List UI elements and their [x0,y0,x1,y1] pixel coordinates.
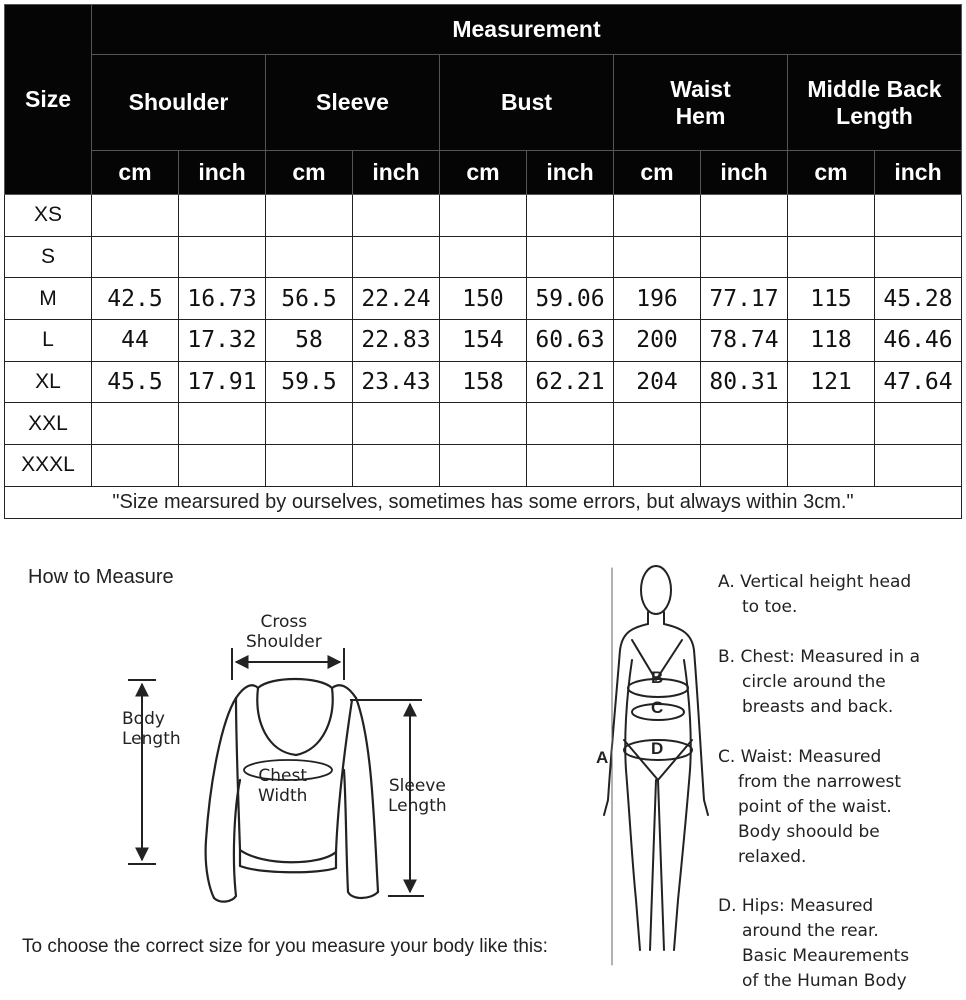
value-cell: 22.24 [353,278,440,320]
body-length-arrow [128,680,156,864]
value-cell: 200 [614,320,701,362]
value-cell: 78.74 [701,320,788,362]
value-cell: 45.5 [92,361,179,403]
legend-b: B. Chest: Measured in a circle around the breasts and back. [718,647,920,717]
label-d: D [651,739,664,758]
choose-size-instruction: To choose the correct size for you measure your body like this: [22,936,548,957]
size-cell: XXL [5,403,92,445]
chest-width-label: Chest Width [258,766,308,806]
value-cell: 42.5 [92,278,179,320]
human-body-figure [604,566,708,965]
size-cell: XXXL [5,445,92,487]
how-to-measure-title: How to Measure [28,566,174,588]
legend-a: A. Vertical height head to toe. [718,572,912,617]
unit-cm-header: cm [440,151,527,195]
value-cell: 47.64 [875,361,962,403]
size-cell: XL [5,361,92,403]
unit-cm-header: cm [92,151,179,195]
measurement-column-header: Middle Back Length [788,55,962,151]
unit-inch-header: inch [527,151,614,195]
size-cell: L [5,320,92,362]
unit-cm-header: cm [266,151,353,195]
value-cell: 115 [788,278,875,320]
value-cell: 44 [92,320,179,362]
measurement-note: "Size mearsured by ourselves, sometimes has some errors, but always within 3cm." [5,486,962,518]
value-cell: 59.06 [527,278,614,320]
size-cell: M [5,278,92,320]
value-cell: 23.43 [353,361,440,403]
value-cell: 62.21 [527,361,614,403]
value-cell: 158 [440,361,527,403]
unit-inch-header: inch [353,151,440,195]
value-cell: 204 [614,361,701,403]
body-length-label: Body Length [122,709,181,749]
measurement-column-header: Bust [440,55,614,151]
value-cell: 17.91 [179,361,266,403]
label-a: A [596,748,609,767]
label-c: C [651,698,664,717]
value-cell: 118 [788,320,875,362]
size-cell: S [5,236,92,278]
measurement-column-header: Sleeve [266,55,440,151]
unit-inch-header: inch [179,151,266,195]
value-cell: 60.63 [527,320,614,362]
cross-shoulder-label: Cross Shoulder [246,612,322,652]
value-cell: 22.83 [353,320,440,362]
label-b: B [651,668,664,687]
value-cell: 46.46 [875,320,962,362]
measurement-column-header: Shoulder [92,55,266,151]
value-cell: 77.17 [701,278,788,320]
value-cell: 17.32 [179,320,266,362]
measurement-column-header: Waist Hem [614,55,788,151]
value-cell: 56.5 [266,278,353,320]
size-column-header: Size [5,5,92,195]
unit-inch-header: inch [701,151,788,195]
value-cell: 121 [788,361,875,403]
value-cell: 150 [440,278,527,320]
legend-d: D. Hips: Measured around the rear. Basic Meaurements of the Human Body [718,896,910,991]
value-cell: 80.31 [701,361,788,403]
value-cell: 45.28 [875,278,962,320]
unit-cm-header: cm [788,151,875,195]
value-cell: 58 [266,320,353,362]
legend-c: C. Waist: Measured from the narrowest point of the waist. Body shoould be relaxed. [718,747,902,867]
measurement-header: Measurement [92,5,962,55]
unit-cm-header: cm [614,151,701,195]
cross-shoulder-arrow [232,648,344,680]
value-cell: 59.5 [266,361,353,403]
unit-inch-header: inch [875,151,962,195]
value-cell: 16.73 [179,278,266,320]
value-cell: 154 [440,320,527,362]
sleeve-length-label: Sleeve Length [388,776,447,816]
value-cell: 196 [614,278,701,320]
size-cell: XS [5,195,92,237]
